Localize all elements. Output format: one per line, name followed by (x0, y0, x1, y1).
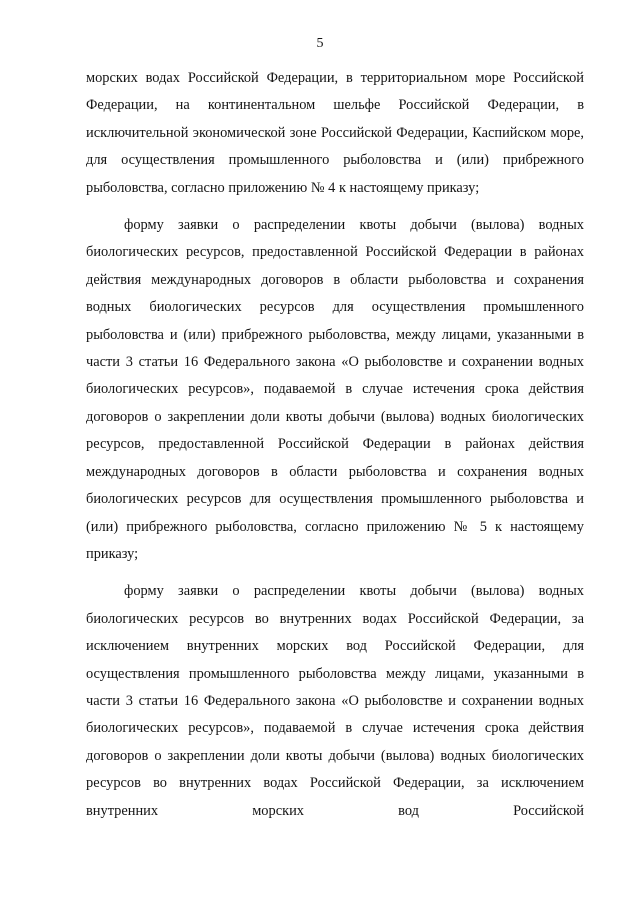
paragraph-continuation: морских водах Российской Федерации, в территориальном море Российской Федерации, на континентальном шельфе Российской Федерации, в исключительной экономической зоне Российской Федерации, Каспийском море, для осуществления промышленного рыболовства и (или) прибрежного рыболовства, согласно приложению № 4 к настоящему приказу; (86, 70, 584, 196)
paragraph-form-inland-waters: форму заявки о распределении квоты добычи (вылова) водных биологических ресурсов во внутренних водах Российской Федерации, за исключением внутренних морских вод Российской Федерации, для осуществления промышленного рыболовства между лицами, указанными в части 3 статьи 16 Федерального закона «О рыболовстве и сохранении водных биологических ресурсов», подаваемой в случае истечения срока действия договоров о закреплении доли квоты добычи (вылова) водных биологических ресурсов во внутренних водах Российской Федерации, за исключением внутренних морских вод Российской (86, 583, 584, 819)
page-number: 5 (316, 36, 324, 51)
paragraph-form-appendix-5: форму заявки о распределении квоты добычи (вылова) водных биологических ресурсов, предоставленной Российской Федерации в районах действия международных договоров в области рыболовства и сохранения водных биологических ресурсов для осуществления промышленного рыболовства и (или) прибрежного рыболовства, между лицами, указанными в части 3 статьи 16 Федерального закона «О рыболовстве и сохранении водных биологических ресурсов», подаваемой в случае истечения срока действия договоров о закреплении доли квоты добычи (вылова) водных биологических ресурсов, предоставленной Российской Федерации в районах действия международных договоров в области рыболовства и сохранения водных биологических ресурсов для осуществления промышленного рыболовства и (или) прибрежного рыболовства, согласно приложению № 5 к настоящему приказу; (86, 217, 584, 562)
document-body (86, 65, 584, 825)
